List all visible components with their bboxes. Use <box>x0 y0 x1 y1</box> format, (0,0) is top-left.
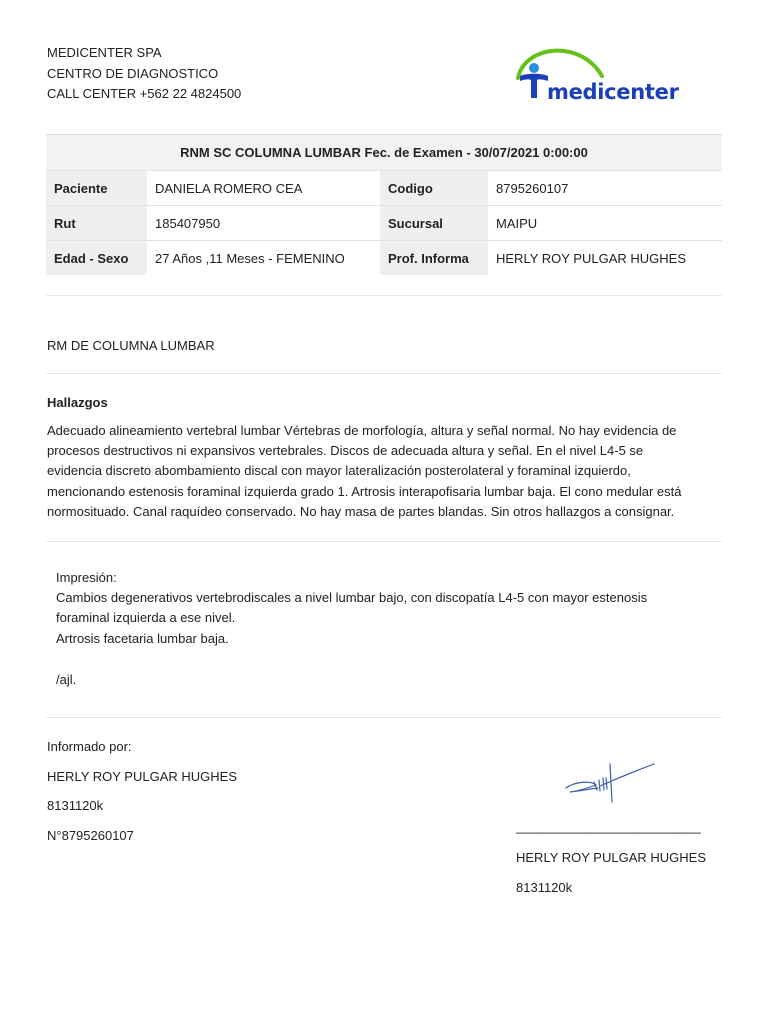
findings-line: mencionando estenosis foraminal izquierda grado 1. Artrosis interapofisaria lumbar baja. El cono medular está <box>47 483 682 499</box>
divider <box>46 541 722 542</box>
exam-title: RNM SC COLUMNA LUMBAR Fec. de Examen - 30/07/2021 0:00:00 <box>46 135 722 171</box>
code-value: 8795260107 <box>488 171 722 206</box>
call-center: CALL CENTER +562 22 4824500 <box>47 86 242 101</box>
divider <box>46 295 722 296</box>
signature-line: ___________________________ <box>516 819 701 834</box>
impression-text <box>56 568 728 649</box>
findings-text <box>47 421 719 522</box>
age-sex-value: 27 Años ,11 Meses - FEMENINO <box>147 241 380 276</box>
impression-line: foraminal izquierda a ese nivel. <box>56 610 236 626</box>
signer-id: 8131120k <box>516 880 573 895</box>
table-row <box>46 241 722 276</box>
patient-label: Paciente <box>46 171 147 206</box>
logo-text: medicenter <box>547 80 679 104</box>
findings-line: normosituado. Canal raquídeo conservado. No hay masa de partes blandas. Sin otros hallazgos a consignar. <box>47 503 675 519</box>
divider <box>46 373 722 374</box>
exam-number: N°8795260107 <box>47 828 134 843</box>
reported-by-label: Informado por: <box>47 739 132 754</box>
divider <box>46 717 722 718</box>
branch-value: MAIPU <box>488 206 722 241</box>
signature-image <box>560 758 660 806</box>
signer-name: HERLY ROY PULGAR HUGHES <box>516 850 706 865</box>
branch-label: Sucursal <box>380 206 488 241</box>
patient-value: DANIELA ROMERO CEA <box>147 171 380 206</box>
findings-line: evidencia discreto abombamiento discal con mayor lateralización posterolateral y foraminal izquierdo, <box>47 463 631 479</box>
age-sex-label: Edad - Sexo <box>46 241 147 276</box>
impression-line: Cambios degenerativos vertebrodiscales a nivel lumbar bajo, con discopatía L4-5 con mayor estenosis <box>56 590 648 606</box>
table-row <box>46 171 722 206</box>
exam-title-row <box>46 135 722 171</box>
rut-label: Rut <box>46 206 147 241</box>
findings-line: procesos destructivos ni expansivos vertebrales. Discos de adecuada altura y señal. En el nivel L4-5 se <box>47 443 644 459</box>
initials: /ajl. <box>56 672 77 687</box>
doctor-name: HERLY ROY PULGAR HUGHES <box>47 769 237 784</box>
company-name: MEDICENTER SPA <box>47 45 162 60</box>
study-name: RM DE COLUMNA LUMBAR <box>47 338 215 353</box>
exam-info-table <box>46 134 722 275</box>
center-name: CENTRO DE DIAGNOSTICO <box>47 66 219 81</box>
table-row <box>46 206 722 241</box>
reporting-prof-label: Prof. Informa <box>380 241 488 276</box>
impression-line: Artrosis facetaria lumbar baja. <box>56 630 229 646</box>
findings-heading: Hallazgos <box>47 395 108 410</box>
rut-value: 185407950 <box>147 206 380 241</box>
impression-heading: Impresión: <box>56 570 117 585</box>
reporting-prof-value: HERLY ROY PULGAR HUGHES <box>488 241 722 276</box>
findings-line: Adecuado alineamiento vertebral lumbar Vértebras de morfología, altura y señal normal. No hay evidencia de <box>47 423 677 438</box>
doctor-id: 8131120k <box>47 798 104 813</box>
code-label: Codigo <box>380 171 488 206</box>
